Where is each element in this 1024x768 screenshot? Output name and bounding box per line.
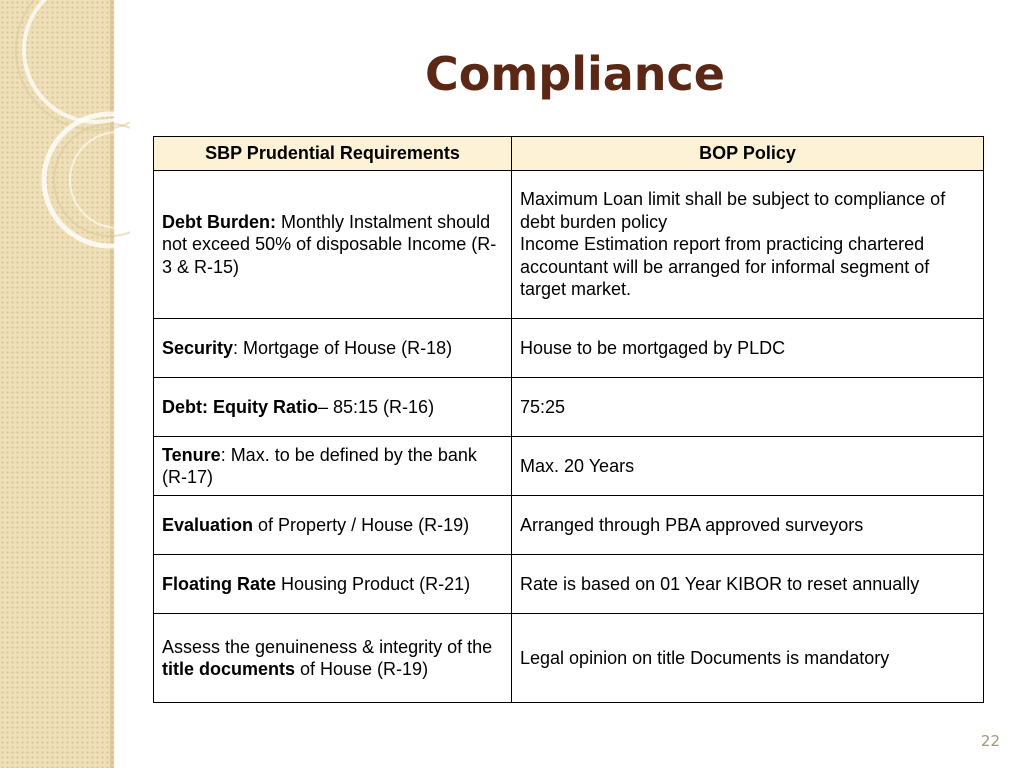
table-row xyxy=(154,319,984,378)
requirement-text: : Mortgage of House (R-18) xyxy=(233,337,453,358)
requirement-term: Debt Burden: xyxy=(162,211,276,232)
table-row xyxy=(154,496,984,555)
policy-cell: Rate is based on 01 Year KIBOR to reset annually xyxy=(512,555,984,614)
page-number: 22 xyxy=(980,732,1000,750)
policy-text: Income Estimation report from practicing chartered accountant will be arranged for informal segment of target market. xyxy=(520,234,930,300)
table-row xyxy=(154,378,984,437)
header-sbp-requirements: SBP Prudential Requirements xyxy=(154,137,512,171)
policy-cell xyxy=(512,171,984,319)
requirement-term: title documents xyxy=(162,659,296,679)
requirement-text: Monthly Instalment should not exceed 50% of disposable Income (R-3 & R-15) xyxy=(162,211,497,277)
policy-cell: Max. 20 Years xyxy=(512,437,984,496)
decorative-circles-icon xyxy=(0,0,130,320)
table-header-row xyxy=(154,137,984,171)
requirement-cell xyxy=(154,555,512,614)
requirement-cell xyxy=(154,378,512,437)
requirement-text: : Max. to be defined by the bank (R-17) xyxy=(162,444,477,487)
header-bop-policy: BOP Policy xyxy=(512,137,984,171)
policy-cell: Arranged through PBA approved surveyors xyxy=(512,496,984,555)
requirement-text: of House (R-19) xyxy=(295,659,429,679)
requirement-text: – 85:15 (R-16) xyxy=(318,396,435,417)
table-row xyxy=(154,555,984,614)
requirement-cell xyxy=(154,171,512,319)
requirement-cell xyxy=(154,614,512,703)
requirement-term: Debt: Equity Ratio xyxy=(162,396,318,417)
requirement-text: Housing Product (R-21) xyxy=(276,573,471,594)
policy-cell: Legal opinion on title Documents is mandatory xyxy=(512,614,984,703)
requirement-term: Evaluation xyxy=(162,514,254,535)
requirement-term: Tenure xyxy=(162,444,221,465)
requirement-term: Security xyxy=(162,337,234,358)
requirement-text: of Property / House (R-19) xyxy=(253,514,470,535)
requirement-cell xyxy=(154,319,512,378)
requirement-cell xyxy=(154,496,512,555)
requirement-term: Floating Rate xyxy=(162,573,277,594)
table-row xyxy=(154,437,984,496)
table-row xyxy=(154,614,984,703)
compliance-table xyxy=(153,136,984,703)
policy-cell: House to be mortgaged by PLDC xyxy=(512,319,984,378)
requirement-text: Assess the genuineness & integrity of the xyxy=(162,636,493,657)
policy-cell: 75:25 xyxy=(512,378,984,437)
requirement-cell xyxy=(154,437,512,496)
policy-text: Maximum Loan limit shall be subject to compliance of debt burden policy xyxy=(520,189,946,232)
slide-title: Compliance xyxy=(424,47,725,101)
table-row xyxy=(154,171,984,319)
